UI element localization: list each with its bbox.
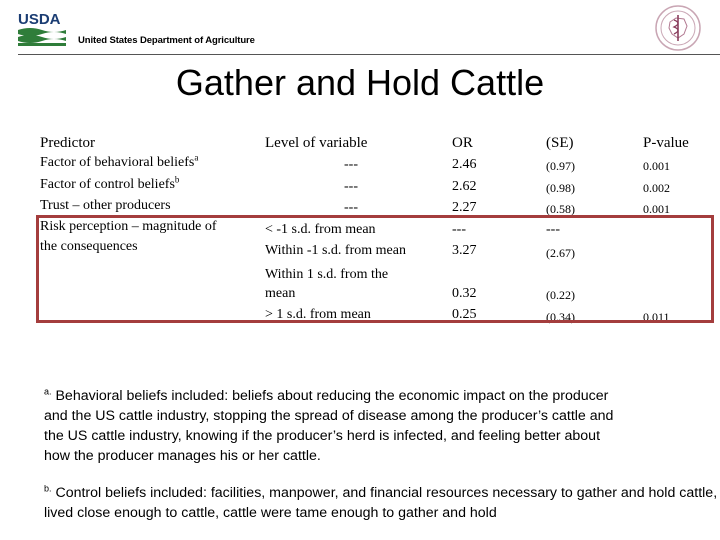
or-cell: 2.27 [452,200,477,215]
level-cell-cont: mean [265,286,296,301]
predictor-risk-perception-cont: the consequences [40,239,138,254]
or-cell: 2.62 [452,179,477,194]
se-cell: (0.22) [546,288,575,302]
usda-logo-text: USDA [18,11,61,28]
predictor-control-beliefs: Factor of control beliefs$^b$ [40,174,180,192]
or-cell: 0.32 [452,286,477,301]
header-se: (SE) [546,135,574,151]
predictor-risk-perception: Risk perception – magnitude of [40,219,217,234]
level-cell: Within -1 s.d. from mean [265,243,406,258]
risk-perception-highlight-box [36,215,714,323]
header-level: Level of variable [265,135,368,151]
slide-title: Gather and Hold Cattle [175,62,545,103]
predictor-behavioral-beliefs: Factor of behavioral beliefs$^a$ [40,152,199,170]
or-cell: 3.27 [452,243,477,258]
se-cell: (0.58) [546,202,575,216]
pvalue-cell: 0.011 [643,310,670,324]
se-cell: (0.34) [546,310,575,324]
footnote-b-mark: b. [44,483,52,494]
pvalue-cell: 0.002 [643,181,670,195]
footnote-a-line: how the producer manages his or her cattle. [44,448,321,464]
footnote-b-line: lived close enough to cattle, cattle were tame enough to gather and hold [44,505,497,521]
se-cell: (0.98) [546,181,575,195]
footnote-b [44,483,720,523]
header-or: OR [452,135,473,151]
department-name: United States Department of Agriculture [78,35,255,46]
footnote-a-line: and the US cattle industry, stopping the spread of disease among the producer’s cattle and [44,408,614,424]
se-cell: (0.97) [546,159,575,173]
predictor-trust: Trust – other producers [40,198,171,213]
level-cell: --- [344,157,358,172]
footnote-b-label: Control beliefs included [55,485,203,501]
level-cell: > 1 s.d. from mean [265,307,371,322]
footnote-a-line: $^{a.}$ Behavioral beliefs included: beliefs about reducing the economic impact on the producer [44,386,609,404]
se-cell: --- [546,222,560,237]
pvalue-cell: 0.001 [643,202,670,216]
level-cell: --- [344,179,358,194]
or-cell: --- [452,222,466,237]
header-predictor: Predictor [40,135,95,151]
footnote-a-line: the US cattle industry, knowing if the producer’s herd is infected, and feeling better about [44,428,601,444]
pvalue-cell: 0.001 [643,159,670,173]
footnote-a [44,386,720,466]
header-pvalue: P-value [643,135,689,151]
se-cell: (2.67) [546,246,575,260]
level-cell: < -1 s.d. from mean [265,222,376,237]
footnote-a-mark: a. [44,386,52,397]
footnote-a-label: Behavioral beliefs included [55,388,225,404]
or-cell: 2.46 [452,157,477,172]
footnote-b-line: $^{b.}$ Control beliefs included: facilities, manpower, and financial resources necessary to gather and hold cattle, [44,483,718,501]
level-cell: --- [344,200,358,215]
or-cell: 0.25 [452,307,477,322]
level-cell: Within 1 s.d. from the [265,267,389,282]
